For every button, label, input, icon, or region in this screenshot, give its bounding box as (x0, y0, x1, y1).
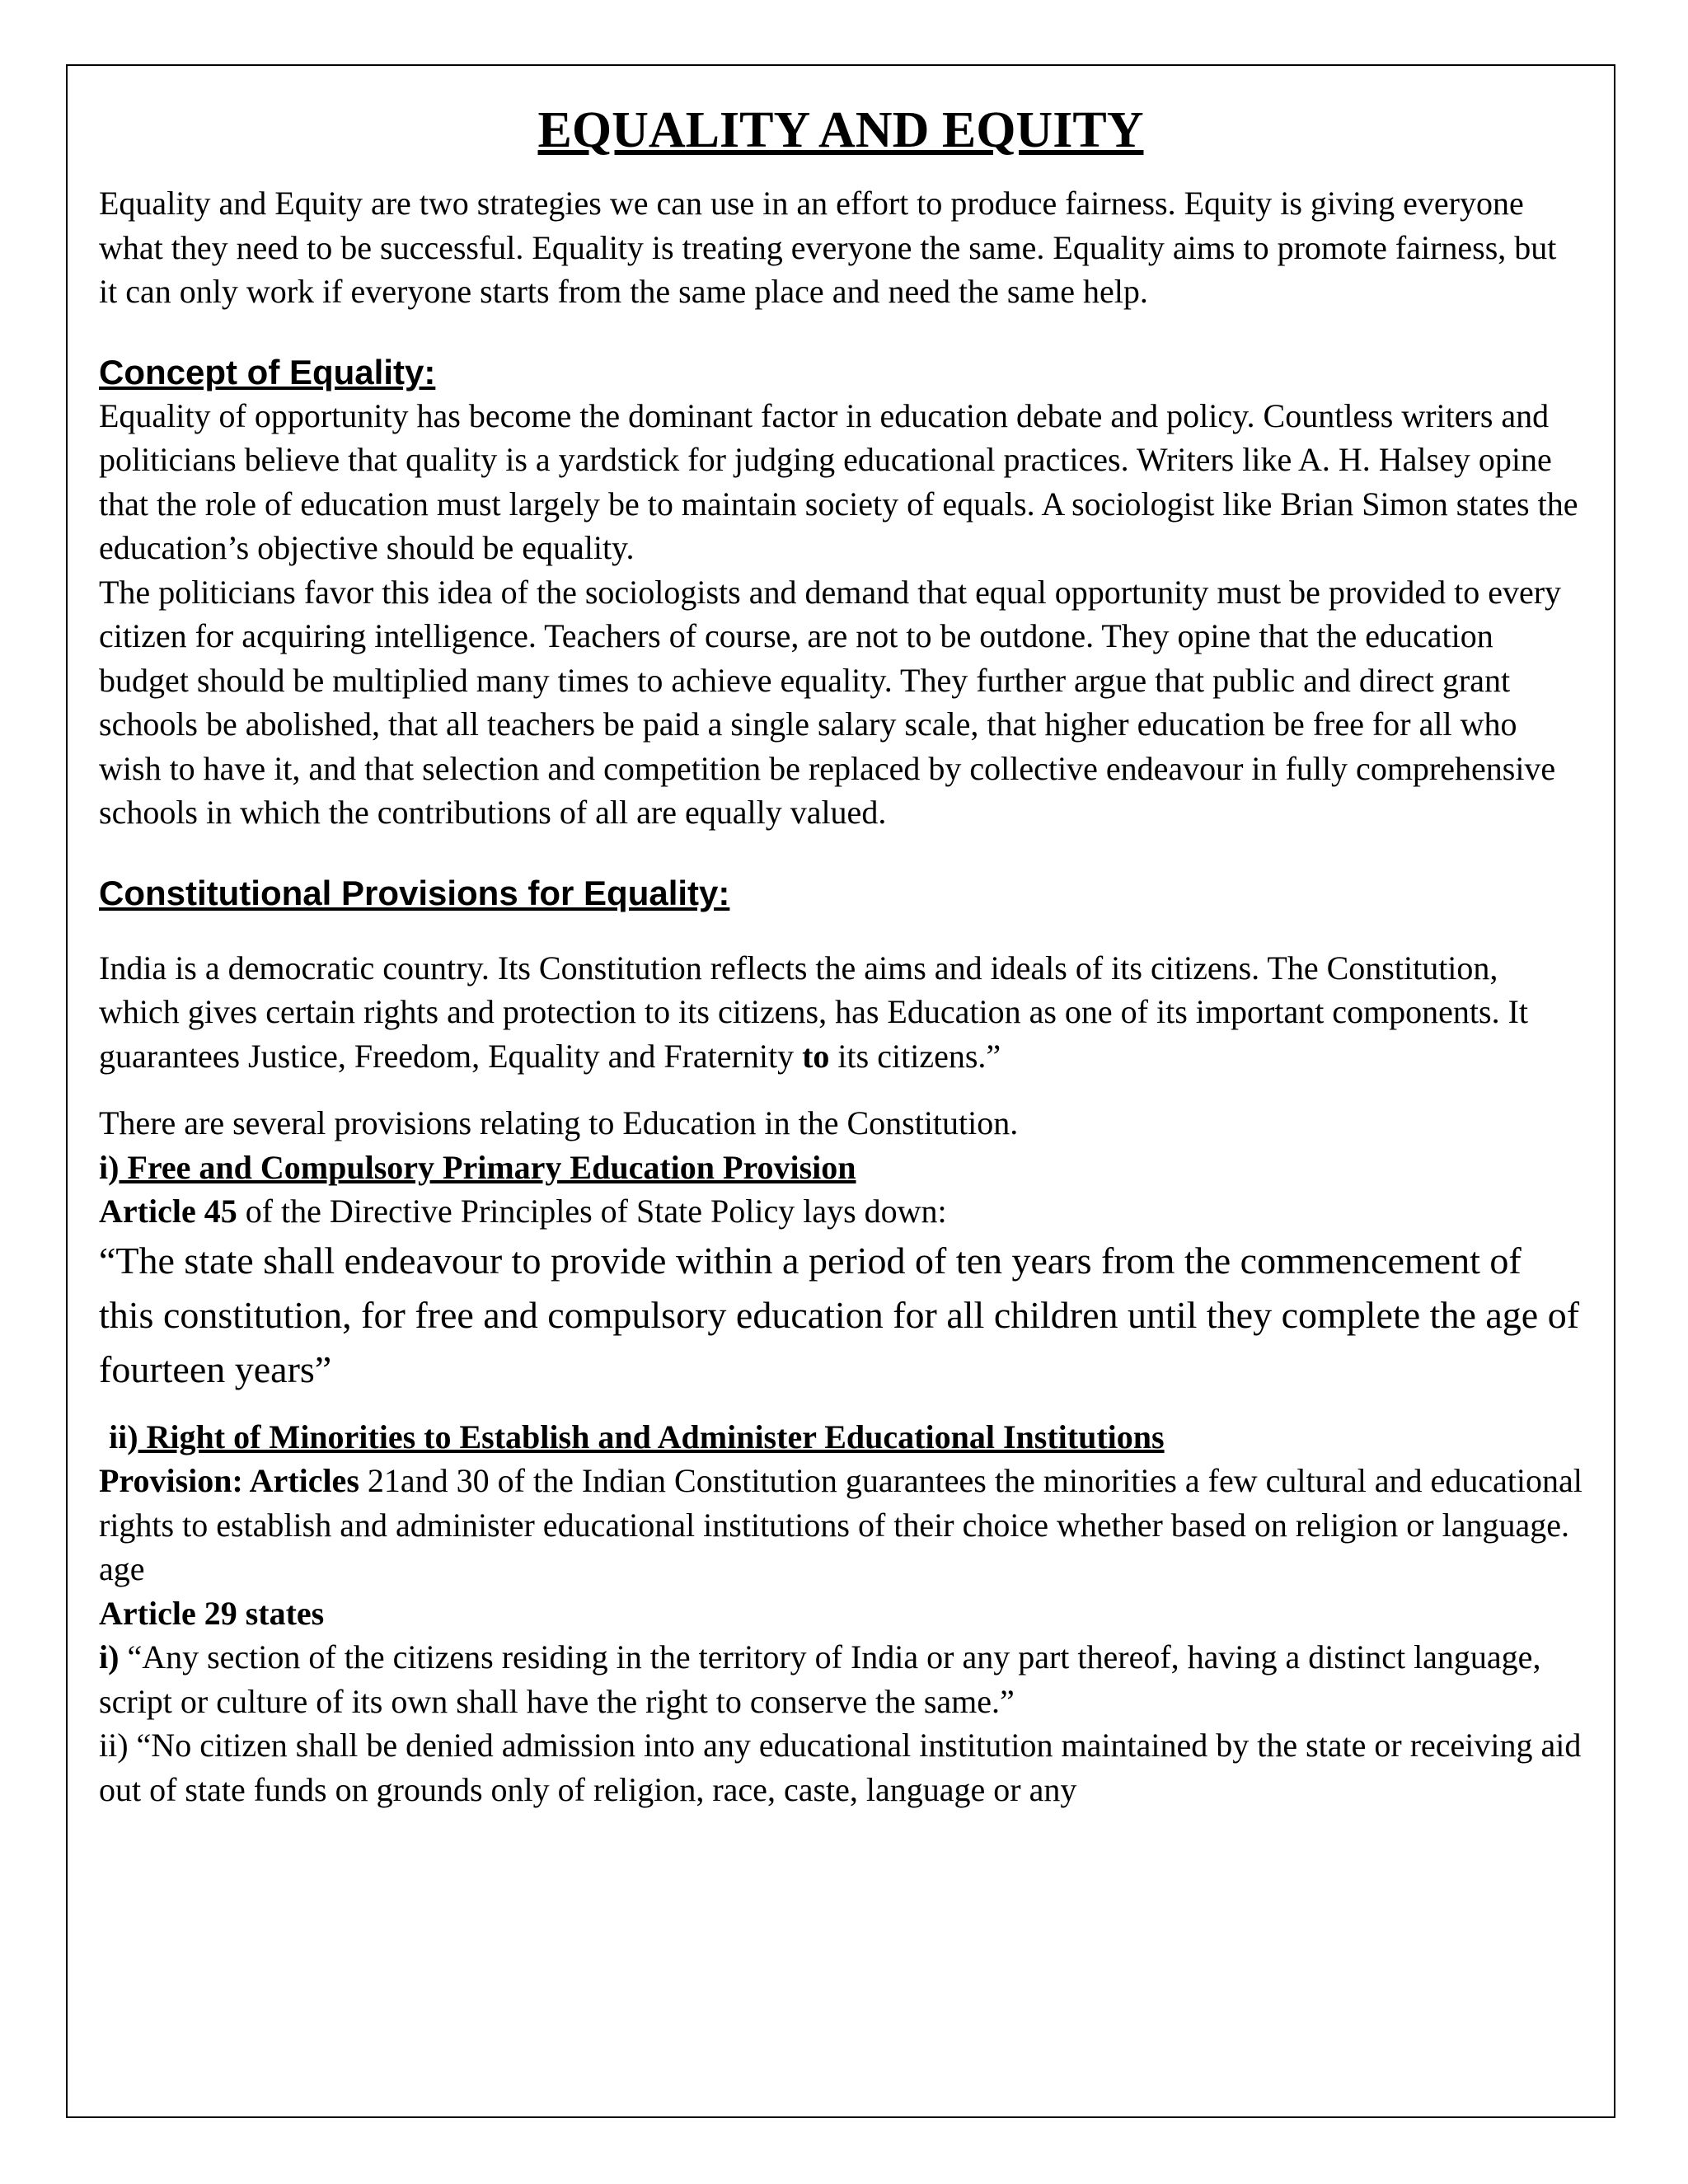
clause-1-label: i) (99, 1638, 120, 1675)
section-2-title: Right of Minorities to Establish and Administer Educational Institutions (138, 1418, 1165, 1455)
constitutional-text-end: its citizens.” (829, 1037, 1001, 1075)
provision-label: Provision: Articles (99, 1462, 359, 1499)
constitutional-heading: Constitutional Provisions for Equality: (99, 873, 730, 912)
constitutional-paragraph-2: There are several provisions relating to Education in the Constitution. (99, 1104, 1019, 1141)
section-1-prefix: i) (99, 1148, 120, 1186)
document-body (99, 97, 1582, 1811)
section-2-heading (99, 1415, 1582, 1460)
section-1-title: Free and Compulsory Primary Education Provision (119, 1148, 856, 1186)
bold-word: to (802, 1037, 830, 1075)
clause-1-text: “Any section of the citizens residing in the territory of India or any part thereof, having a distinct language, script or culture of its own shall have the right to conserve the same.” (99, 1638, 1541, 1720)
concept-paragraph-1: Equality of opportunity has become the dominant factor in education debate and policy. Countless writers and politicians believe that quality is a yardstick for judging educational practices. Writers like A. H. Halsey opine that the role of education must largely be to maintain society of equals. A sociologist like Brian Simon states the education’s objective should be equality. (99, 396, 1578, 566)
article-45-quote: “The state shall endeavour to provide within a period of ten years from the commencement of this constitution, for free and compulsory education for all children until they complete the age of fourteen years” (99, 1239, 1580, 1390)
concept-heading: Concept of Equality: (99, 352, 436, 391)
article-29-clause-1 (99, 1635, 1582, 1723)
section-2-prefix: ii) (109, 1418, 138, 1455)
concept-paragraph-2: The politicians favor this idea of the sociologists and demand that equal opportunity must be provided to every citizen for acquiring intelligence. Teachers of course, are not to be outdone. They opine that the education budget should be multiplied many times to achieve equality. They further argue that public and direct grant schools be abolished, that all teachers be paid a single salary scale, that higher education be free for all who wish to have it, and that selection and competition be replaced by collective endeavour in fully comprehensive schools in which the contributions of all are equally valued. (99, 573, 1562, 831)
provision-text: 21and 30 of the Indian Constitution guarantees the minorities a few cultural and educational rights to establish and administer educational institutions of their choice whether based on religion or language. (99, 1462, 1582, 1544)
section-1-heading (99, 1146, 1582, 1190)
article-29-clause-2: ii) “No citizen shall be denied admission into any educational institution maintained by the state or receiving aid out of state funds on grounds only of religion, race, caste, language or any (99, 1727, 1582, 1808)
stray-text: age (99, 1550, 145, 1587)
article-45-text: of the Directive Principles of State Policy lays down: (237, 1193, 947, 1230)
intro-paragraph: Equality and Equity are two strategies we can use in an effort to produce fairness. Equity is giving everyone what they need to be successful. Equality is treating everyone the same. Equality aims to promote fairness, but it can only work if everyone starts from the same place and need the same help. (99, 185, 1557, 310)
constitutional-paragraph-1 (99, 946, 1582, 1079)
article-45-label: Article 45 (99, 1193, 237, 1230)
constitutional-text: India is a democratic country. Its Constitution reflects the aims and ideals of its citizens. The Constitution, which gives certain rights and protection to its citizens, has Education as one of its important components. It guarantees Justice, Freedom, Equality and Fraternity (99, 949, 1529, 1075)
article-45-line (99, 1189, 1582, 1234)
article-29-label: Article 29 states (99, 1594, 325, 1632)
document-title: EQUALITY AND EQUITY (537, 102, 1144, 158)
provision-paragraph (99, 1459, 1582, 1547)
